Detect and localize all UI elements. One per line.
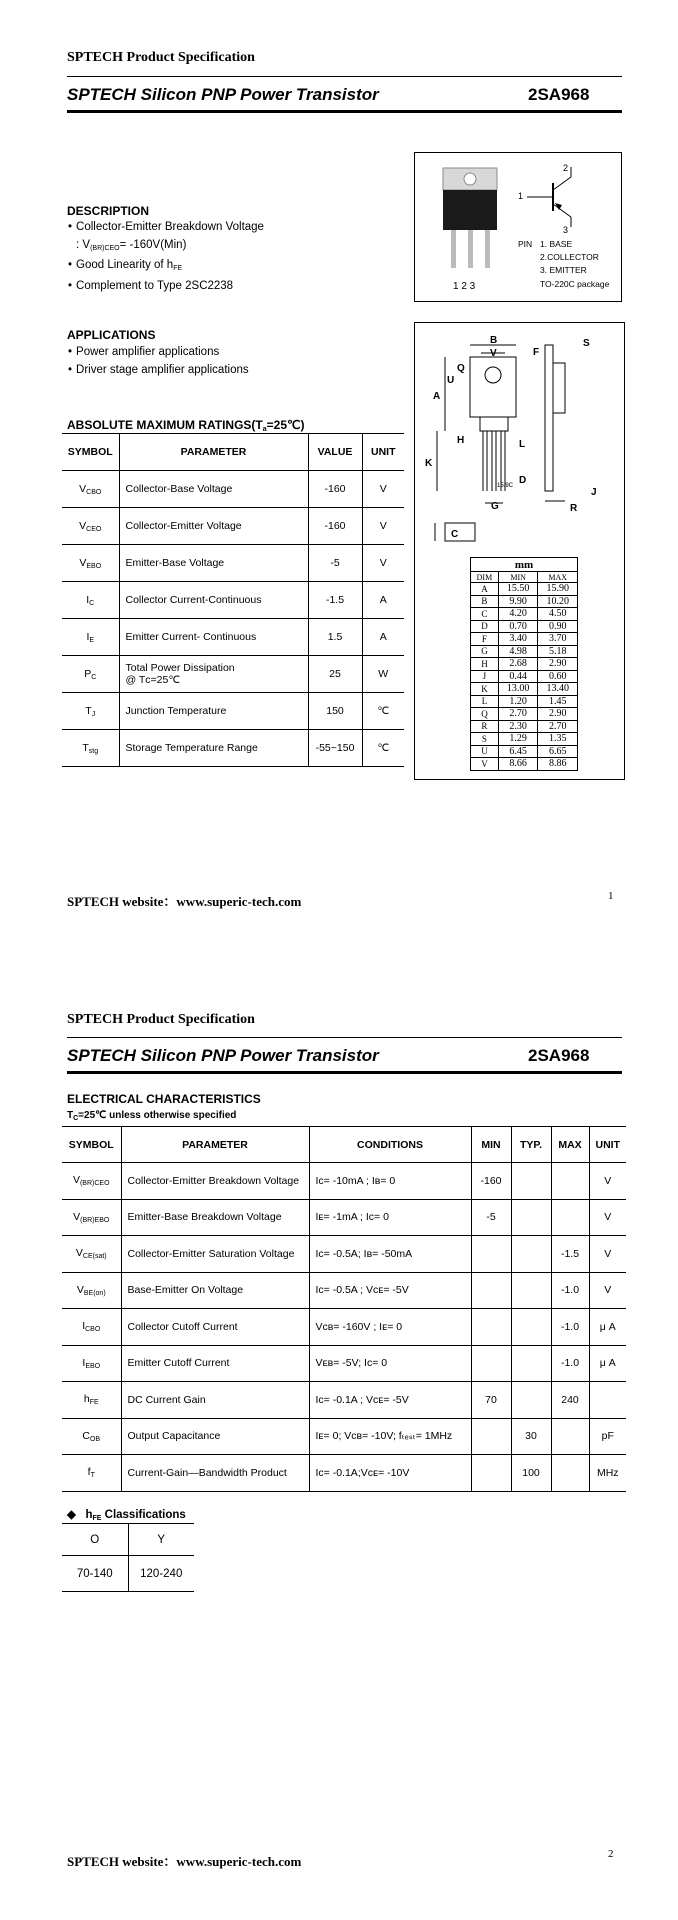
page-number: 2 — [608, 1848, 614, 1860]
table-row: $f_T$ Current-Gain—Bandwidth Product Iᴄ= -0.1A;Vᴄᴇ= -10V 100 MHz — [62, 1455, 626, 1492]
desc-item: • Good Linearity of $h_{FE}$ — [68, 257, 264, 278]
hfe-class-table — [62, 1523, 194, 1592]
dim-row: J 0.44 0.60 — [471, 670, 578, 683]
dim-row: K 13.00 13.40 — [471, 683, 578, 696]
description-list — [68, 219, 264, 295]
table-row: $T_J$ Junction Temperature 150 ℃ — [62, 693, 404, 730]
package-outline-icon — [415, 323, 624, 553]
table-row: $h_{FE}$ DC Current Gain Iᴄ= -0.1A ; Vᴄᴇ= -5V 70 240 — [62, 1382, 626, 1419]
brand-header: SPTECH Product Specification — [67, 50, 255, 65]
table-row: $V_{CE(sat)}$ Collector-Emitter Saturation Voltage Iᴄ= -0.5A; Iʙ= -50mA -1.5 V — [62, 1236, 626, 1273]
transistor-photo-icon — [435, 163, 505, 283]
table-row: $V_{(BR)EBO}$ Emitter-Base Breakdown Voltage Iᴇ= -1mA ; Iᴄ= 0 -5 V — [62, 1199, 626, 1236]
package-box — [414, 152, 622, 302]
electrical-table — [62, 1126, 626, 1492]
dim-row: H 2.68 2.90 — [471, 658, 578, 671]
pnp-symbol-icon — [515, 159, 595, 239]
table-row: $V_{BE(on)}$ Base-Emitter On Voltage Iᴄ= -0.5A ; Vᴄᴇ= -5V -1.0 V — [62, 1272, 626, 1309]
table-row: $V_{CEO}$ Collector-Emitter Voltage -160 V — [62, 508, 404, 545]
pin-1: 1. BASE — [540, 239, 573, 249]
table-row: $I_C$ Collector Current-Continuous -1.5 A — [62, 582, 404, 619]
table-row: $V_{EBO}$ Emitter-Base Voltage -5 V — [62, 545, 404, 582]
title-rule — [67, 1071, 622, 1074]
table-row: $C_{OB}$ Output Capacitance Iᴇ= 0; Vᴄʙ= -10V; fₜₑₛₜ= 1MHz 30 pF — [62, 1418, 626, 1455]
table-row: $I_{CBO}$ Collector Cutoff Current Vᴄʙ= -160V ; Iᴇ= 0 -1.0 μ A — [62, 1309, 626, 1346]
dim-row: A 15.50 15.90 — [471, 583, 578, 596]
pin-2: 2.COLLECTOR — [540, 252, 599, 262]
table-row: 70-140 120-240 — [62, 1556, 194, 1592]
pin-numbers: 1 2 3 — [453, 281, 476, 292]
title-rule — [67, 110, 622, 113]
footer-website: SPTECH website：www.superic-tech.com — [67, 894, 302, 909]
dim-row: D 0.70 0.90 — [471, 620, 578, 633]
dim-row: C 4.20 4.50 — [471, 608, 578, 621]
app-item: • Driver stage amplifier applications — [68, 362, 249, 380]
dimension-drawing-box: B V F S Q U A H L K D 15.9C G R J C mm DIM MIN MAX A 15.50 15.90 B 9.90 10.20 C 4.20 4.50 D 0.70 0.90 F 3.40 3.70 G 4.98 5.18 H 2.68 2.90 J 0.44 0.60 K 13.00 13.40 L 1.20 1.45 Q 2.70 2.90 R 2.30 2.70 S 1.29 1.35 U 6.45 6.65 V 8.66 8.86 — [414, 322, 625, 780]
table-header-row: O Y — [62, 1524, 194, 1556]
header-rule — [67, 1037, 622, 1038]
description-heading: DESCRIPTION — [67, 204, 150, 218]
table-row: $T_{stg}$ Storage Temperature Range -55~150 ℃ — [62, 730, 404, 767]
dim-header-row: DIM MIN MAX — [471, 572, 578, 583]
dim-row: B 9.90 10.20 — [471, 595, 578, 608]
doc-title: SPTECH Silicon PNP Power Transistor — [67, 1046, 379, 1065]
hfe-class-heading: ◆ $h_{FE}$ Classifications — [67, 1509, 186, 1522]
symbol-label-1: 1 — [518, 191, 524, 201]
dim-row: Q 2.70 2.90 — [471, 708, 578, 721]
table-row: $I_{EBO}$ Emitter Cutoff Current Vᴇʙ= -5V; Iᴄ= 0 -1.0 μ A — [62, 1345, 626, 1382]
dim-row: V 8.66 8.86 — [471, 758, 578, 771]
table-row: $I_E$ Emitter Current- Continuous 1.5 A — [62, 619, 404, 656]
dim-row: G 4.98 5.18 — [471, 645, 578, 658]
dim-row: R 2.30 2.70 — [471, 720, 578, 733]
part-number: 2SA968 — [528, 85, 590, 104]
electrical-subheading: $T_C=25℃$ unless otherwise specified — [67, 1110, 237, 1122]
table-header-row: SYMBOL PARAMETER CONDITIONS MIN TYP. MAX UNIT — [62, 1127, 626, 1163]
desc-item: • Complement to Type 2SC2238 — [68, 278, 264, 296]
package-name: TO-220C package — [540, 279, 610, 289]
dim-row: F 3.40 3.70 — [471, 633, 578, 646]
table-row: $V_{CBO}$ Collector-Base Voltage -160 V — [62, 471, 404, 508]
page-number: 1 — [608, 890, 614, 902]
dim-row: S 1.29 1.35 — [471, 733, 578, 746]
header-rule — [67, 76, 622, 77]
footer-website: SPTECH website：www.superic-tech.com — [67, 1854, 302, 1869]
electrical-heading: ELECTRICAL CHARACTERISTICS — [67, 1092, 261, 1106]
applications-heading: APPLICATIONS — [67, 328, 156, 342]
table-row: $V_{(BR)CEO}$ Collector-Emitter Breakdown Voltage Iᴄ= -10mA ; Iʙ= 0 -160 V — [62, 1163, 626, 1200]
dim-row: L 1.20 1.45 — [471, 695, 578, 708]
symbol-label-3: 3 — [563, 225, 569, 235]
desc-item: • Collector-Emitter Breakdown Voltage — [68, 219, 264, 237]
abs-max-table — [62, 433, 404, 767]
pin-3: 3. EMITTER — [540, 265, 587, 275]
page-2 — [0, 960, 678, 1920]
applications-list — [68, 344, 249, 379]
dim-row: U 6.45 6.65 — [471, 745, 578, 758]
abs-max-heading: ABSOLUTE MAXIMUM $RATINGS(T_a=25℃)$ — [67, 418, 305, 433]
pin-label: PIN — [518, 239, 533, 249]
app-item: • Power amplifier applications — [68, 344, 249, 362]
dimension-table: mm DIM MIN MAX A 15.50 15.90 B 9.90 10.20 C 4.20 4.50 D 0.70 0.90 F 3.40 3.70 G 4.98 5.18 H 2.68 2.90 J 0.44 0.60 K 13.00 13.40 L 1.20 1.45 Q 2.70 2.90 R 2.30 2.70 S 1.29 1.35 U 6.45 6.65 V 8.66 8.86 — [470, 557, 578, 771]
part-number: 2SA968 — [528, 1046, 590, 1065]
doc-title: SPTECH Silicon PNP Power Transistor — [67, 85, 379, 104]
desc-item: : $V_{(BR)CEO}= -160V(Min)$ — [76, 238, 187, 252]
table-row: $P_C$ Total Power Dissipation @ Tᴄ=25℃ 25 W — [62, 656, 404, 693]
symbol-label-2: 2 — [563, 163, 569, 173]
brand-header: SPTECH Product Specification — [67, 1012, 255, 1027]
table-header-row: SYMBOL PARAMETER VALUE UNIT — [62, 434, 404, 471]
